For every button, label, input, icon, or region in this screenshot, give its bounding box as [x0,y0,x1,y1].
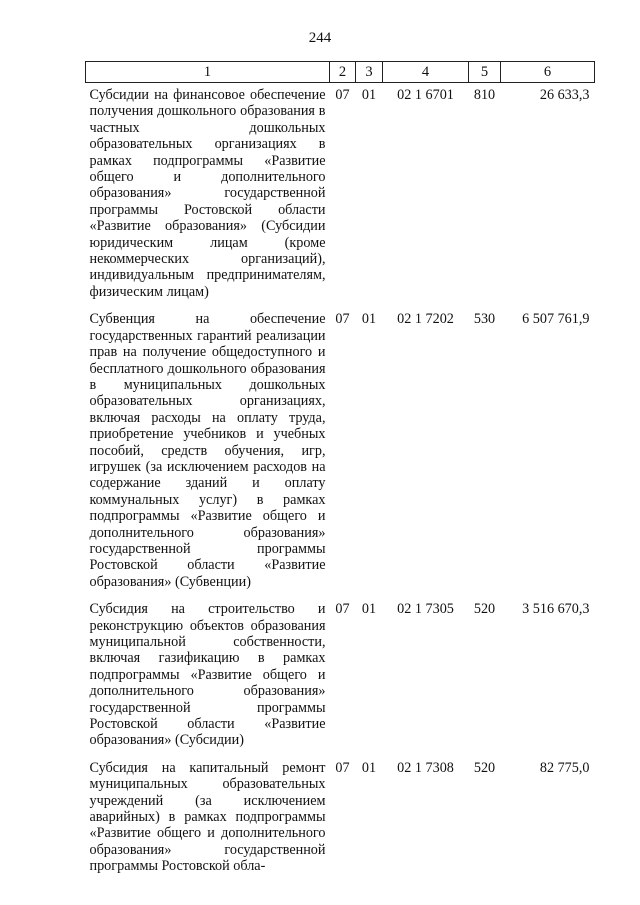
subsection-code: 01 [361,87,377,103]
target-article-code: 02 1 7202 [397,311,454,328]
header-col-4: 4 [383,62,469,83]
target-article-code: 02 1 6701 [397,87,454,103]
section-code: 07 [335,601,350,618]
header-col-2: 2 [330,62,356,83]
target-article-code: 02 1 7308 [397,759,454,776]
target-article-code: 02 1 7305 [397,601,454,618]
table-row [86,756,595,882]
amount: 26 633,3 [539,87,590,103]
header-row [86,62,595,83]
subsection-code: 01 [361,311,377,328]
table-row [86,83,595,308]
expense-type-code: 530 [473,311,496,328]
subsection-code: 01 [361,601,377,618]
amount: 3 516 670,3 [522,601,590,618]
section-code: 07 [335,87,350,103]
row-description: Субсидия на капитальный ремонт муниципальных образовательных учреждений (за исключением аварийных) в рамках подпрограммы «Развитие общего и дополнительного образования» государственной программы Ростовской обла- [89,759,326,875]
table-row [86,597,595,756]
row-description: Субсидия на строительство и реконструкцию объектов образования муниципальной собственности, включая газификацию в рамках подпрограммы «Развитие общего и дополнительного образования» государственной программы Ростовской области «Развитие образования» (Субсидии) [89,601,326,749]
expense-type-code: 810 [473,87,496,103]
amount: 6 507 761,9 [522,311,590,328]
budget-table [85,61,595,882]
page-number: 244 [308,30,332,46]
section-code: 07 [335,759,350,776]
section-code: 07 [335,311,350,328]
table-row [86,307,595,597]
amount: 82 775,0 [539,759,590,776]
header-col-1: 1 [86,62,330,83]
header-col-5: 5 [469,62,501,83]
row-description: Субсидии на финансовое обеспечение получения дошкольного образования в частных дошкольных образовательных организациях в рамках подпрограммы «Развитие общего и дополнительного образования» государственной программы Ростовской области «Развитие образования» (Субсидии юридическим лицам (кроме некоммерческих организаций), индивидуальным предпринимателям, физическим лицам) [89,87,326,300]
header-col-6: 6 [501,62,595,83]
expense-type-code: 520 [473,601,496,618]
header-col-3: 3 [356,62,383,83]
expense-type-code: 520 [473,759,496,776]
subsection-code: 01 [361,759,377,776]
row-description: Субвенция на обеспечение государственных гарантий реализации прав на получение общедоступного и бесплатного дошкольного образования в муниципальных дошкольных образовательных организациях, включая расходы на оплату труда, приобретение учебников и учебных пособий, средств обучения, игр, игрушек (за исключением расходов на содержание зданий и оплату коммунальных услуг) в рамках подпрограммы «Развитие общего и дополнительного образования» государственной программы Ростовской области «Развитие образования» (Субвенции) [89,311,326,590]
